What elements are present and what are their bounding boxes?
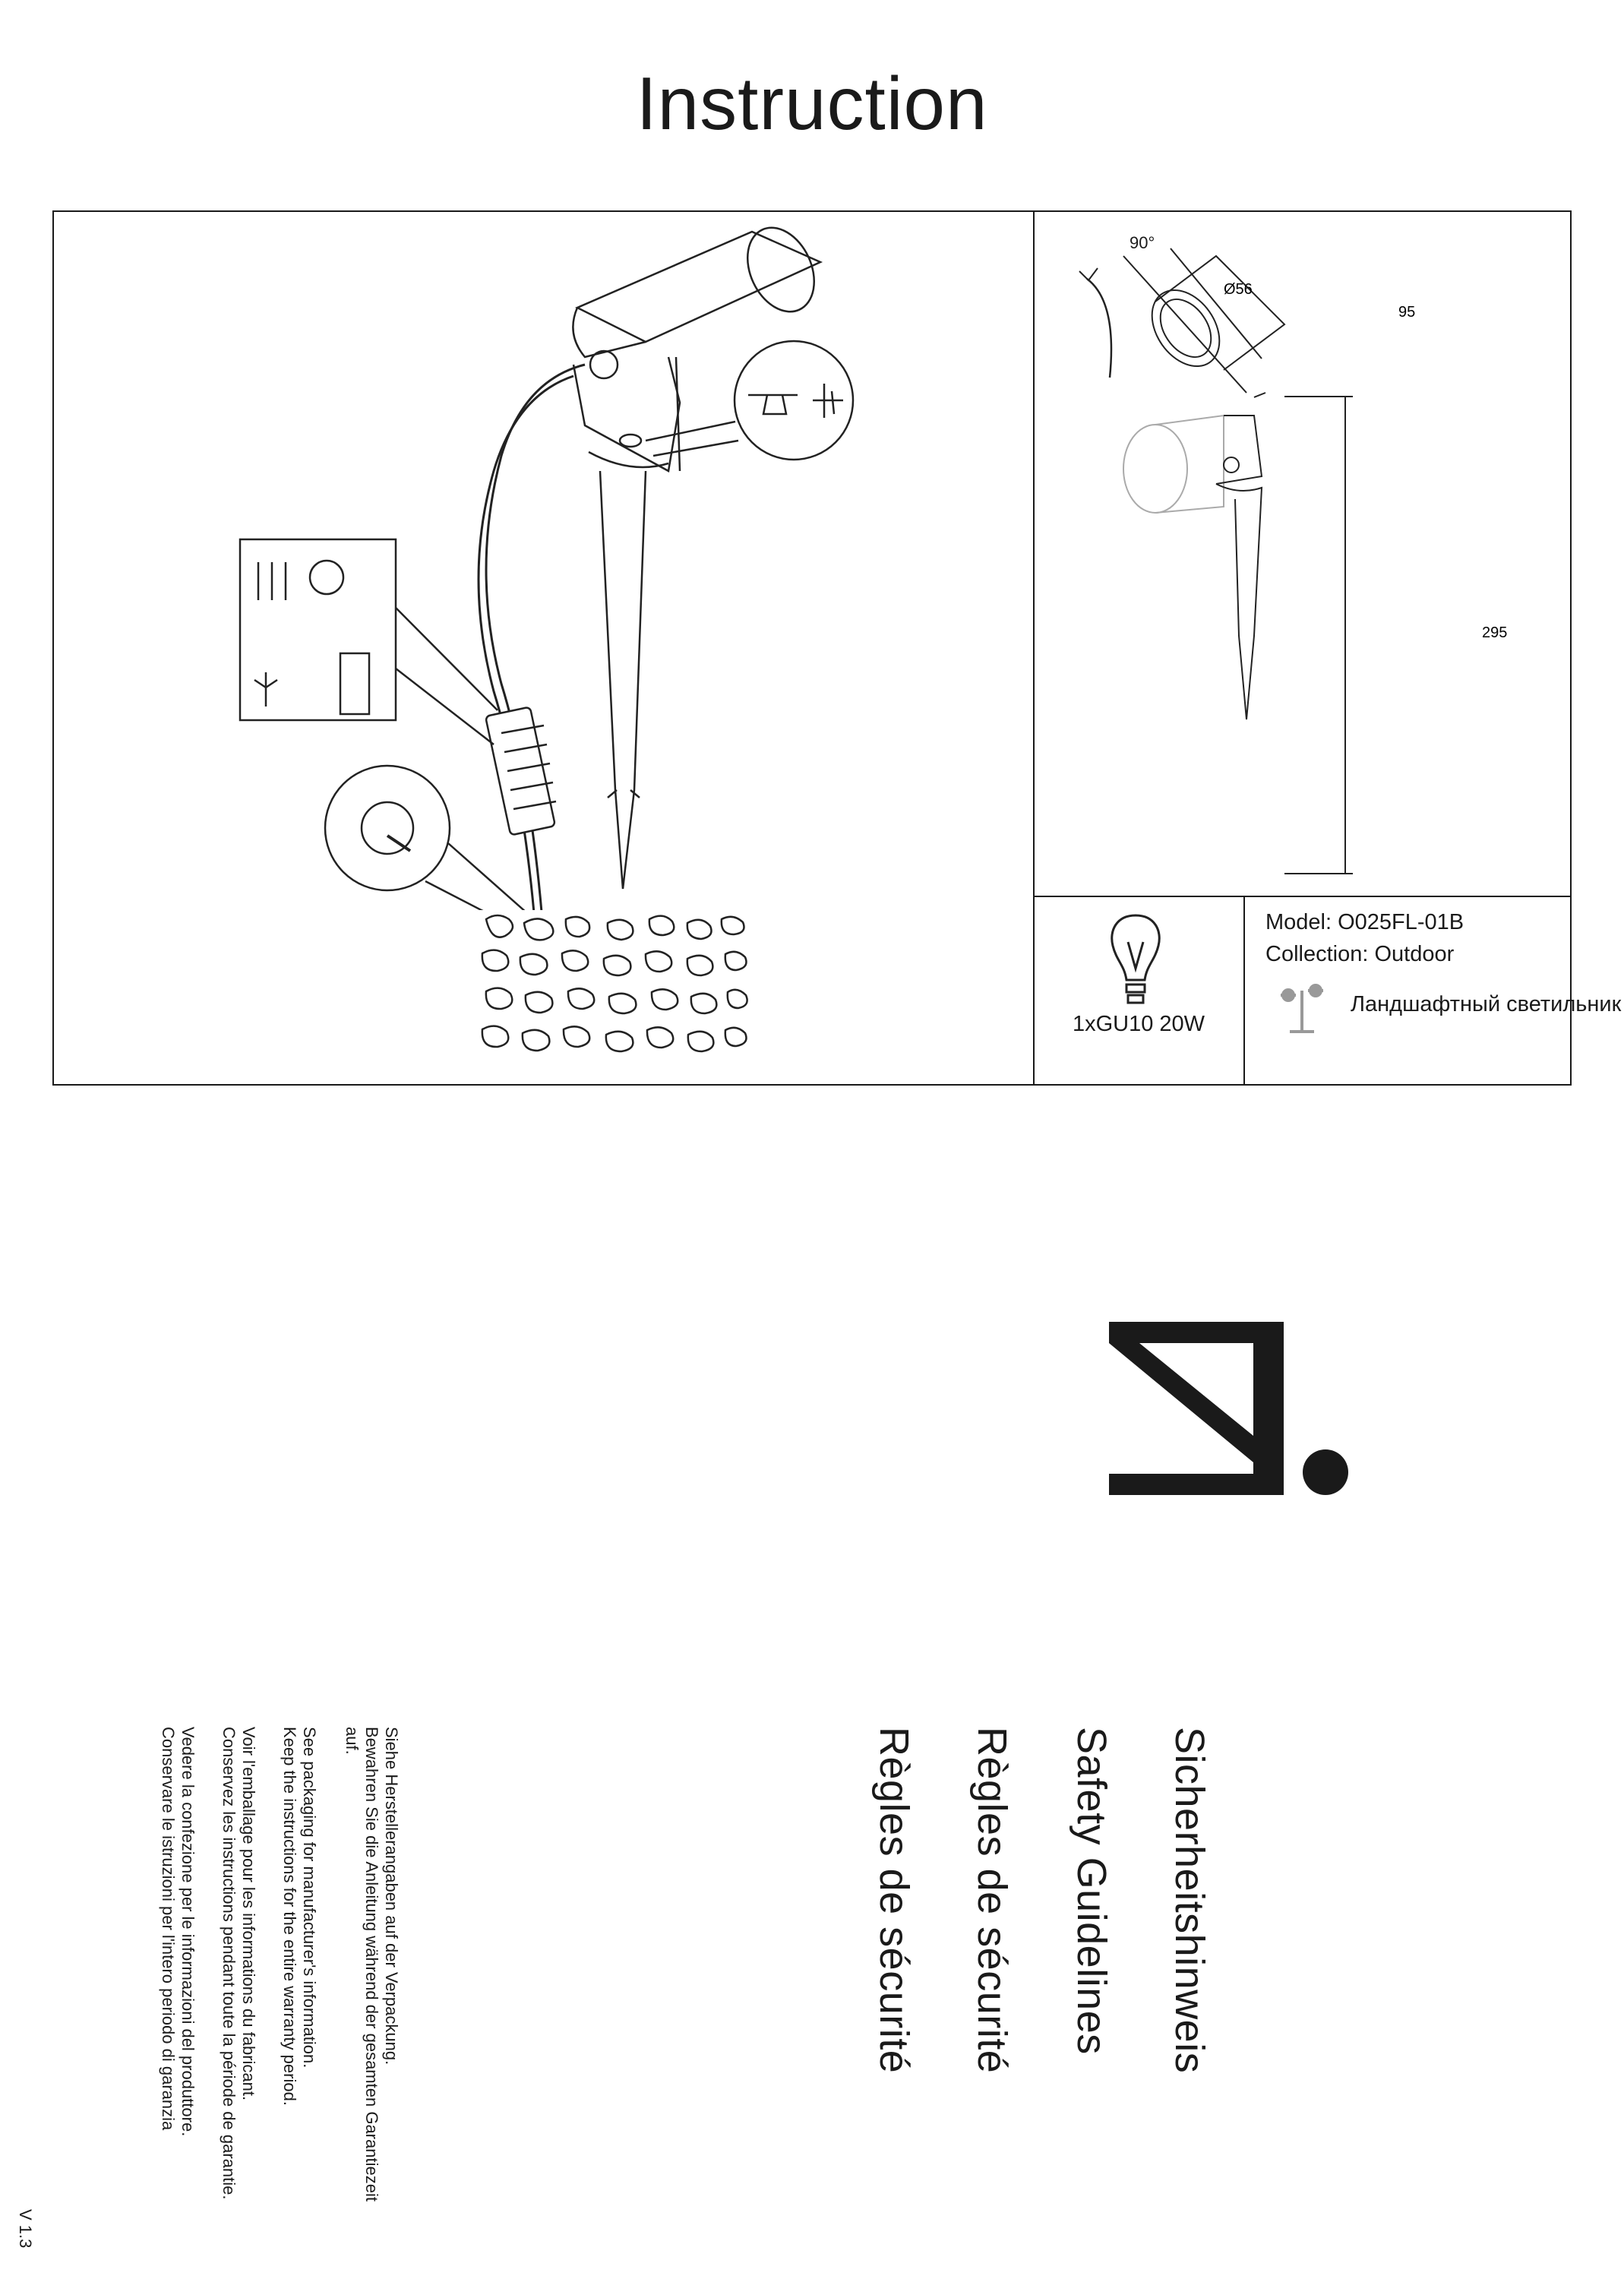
rotation-arrow [1087,279,1111,378]
safety-text-en-2: Keep the instructions for the entire warranty period. [280,1727,299,2106]
lamp-tilted [1123,416,1224,513]
dim-length: 95 [1398,304,1416,321]
safety-text-it-2: Conservare le istruzioni per l'intero periodo di garanzia [159,1727,178,2131]
dim-height: 295 [1482,624,1508,641]
collection-name: Collection: Outdoor [1265,942,1455,966]
info-divider-vertical [1243,896,1245,1086]
bulb-icon [1105,912,1166,1010]
safety-text-de-1: Siehe Herstellerangaben auf der Verpackung. [382,1727,401,2066]
safety-text-fr-2: Conservez les instructions pendant toute la période de garantie. [220,1727,239,2200]
safety-heading-en: Safety Guidelines [1069,1727,1114,2055]
frame-divider-horizontal [1033,896,1572,897]
dim-diameter: Ø56 [1224,281,1253,298]
lamp-rating: 1xGU10 20W [1072,1012,1205,1036]
ground-section [469,910,754,1062]
landscape-light-icon [1273,980,1331,1038]
dim-angle: 90° [1130,233,1155,252]
ground-stake-dim [1216,484,1262,719]
lamp-upright [1138,256,1284,379]
power-cable [479,365,585,931]
safety-heading-fr-2: Règles de sécurité [871,1727,917,2074]
safety-text-en-1: See packaging for manufacturer's information. [300,1727,319,2069]
dimensions-drawing [1034,210,1572,896]
safety-text-de-3: auf. [343,1727,362,1755]
installation-diagram [0,0,1033,1086]
safety-text-it-1: Vedere la confezione per le informazioni del produttore. [179,1727,197,2137]
safety-text-fr-1: Voir l'emballage pour les informations du fabricant. [239,1727,258,2101]
version-label: V 1.3 [16,2209,35,2249]
product-type: Ландшафтный светильник [1351,992,1622,1016]
page-title: Instruction [636,62,988,145]
safety-heading-de: Sicherheitshinweis [1167,1727,1212,2074]
cable-connector [485,707,556,836]
wiring-detail [240,539,498,744]
mi-logo [1109,1322,1352,1504]
ground-stake [600,471,646,889]
safety-text-de-2: Bewahren Sie die Anleitung während der gesamten Garantiezeit [362,1727,381,2202]
model-number: Model: O025FL-01B [1265,910,1464,934]
safety-heading-fr: Règles de sécurité [969,1727,1015,2074]
